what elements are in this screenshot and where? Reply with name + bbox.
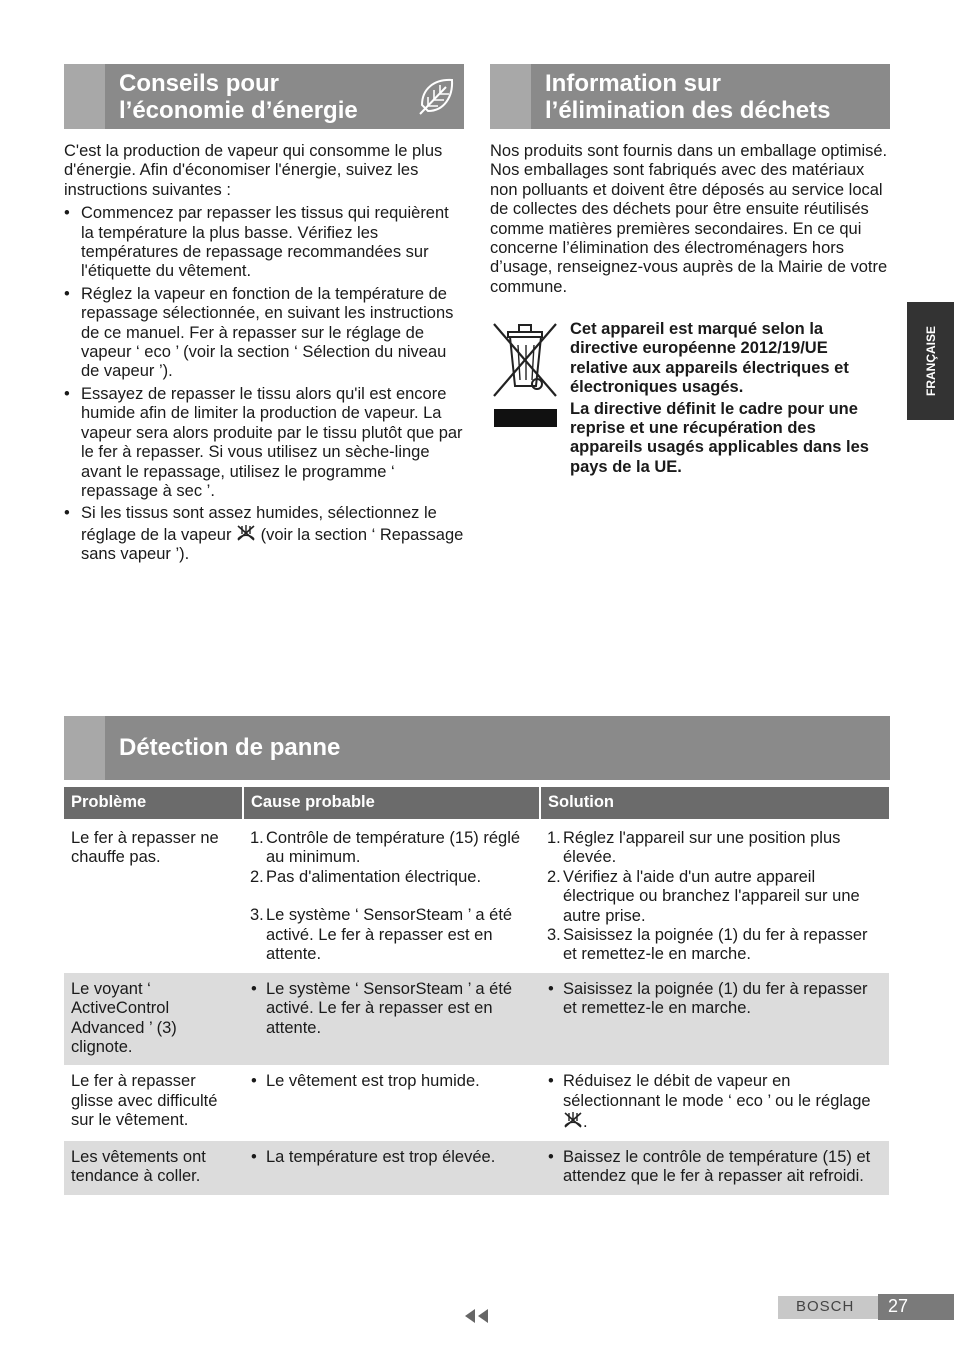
- energy-intro: C'est la production de vapeur qui consomme le plus d'énergie. Afin d'économiser l'énergie, suivez les instructions suivantes :: [64, 142, 443, 199]
- waste-section-title: [545, 70, 830, 124]
- item-number: 1.: [547, 829, 561, 847]
- list-item: [250, 829, 533, 868]
- cause-list: [250, 980, 533, 1038]
- item-number: 1.: [250, 829, 264, 847]
- list-item: • Le vêtement est trop humide.: [250, 1072, 533, 1091]
- trouble-section-title: Détection de panne: [119, 734, 341, 761]
- list-item: • Réglez la vapeur en fonction de la température de repassage sélectionnée, en suivant les instructions de ce manuel. Fer à repasser sur le réglage de vapeur ‘ eco ’ (voir la section ‘ Sélection du niveau de vapeur ’).: [64, 285, 464, 382]
- weee-text: [570, 320, 888, 477]
- page-number-text: 27: [888, 1296, 909, 1316]
- item-text: Réglez l'appareil sur une position plus élevée.: [563, 829, 841, 867]
- troubleshooting-table: [64, 787, 889, 1195]
- language-tab: [907, 302, 954, 420]
- table-row: [64, 1141, 889, 1195]
- cause-cell: [243, 973, 540, 1066]
- item-number: 3.: [250, 906, 264, 925]
- energy-title-line2: l’économie d’énergie: [119, 97, 358, 124]
- bullet4-pre: Si les tissus sont assez humides, sélectionnez le réglage de la vapeur: [81, 504, 437, 544]
- solution-text-pre: Réduisez le débit de vapeur en sélectionnant le mode ‘ eco ’ ou le réglage: [563, 1072, 871, 1110]
- header-accent: [64, 716, 105, 780]
- header-problem: Problème: [64, 787, 243, 819]
- waste-intro: Nos produits sont fournis dans un emballage optimisé. Nos emballages sont fabriqués avec des matériaux non polluants et doivent être déposés au service local de collectes des déchets pour être ensuite réutilisés comme matières premières secondaires. En ce qui concerne l’élimination des électroménagers hors d’usage, renseignez-vous auprès de la Mairie de votre commune.: [490, 142, 888, 296]
- energy-section-header: [64, 64, 464, 129]
- waste-title-line2: l’élimination des déchets: [545, 97, 831, 124]
- energy-text: [64, 142, 464, 568]
- solution-list: [547, 980, 882, 1019]
- energy-tips-list: [64, 204, 464, 564]
- list-item: • Commencez par repasser les tissus qui requièrent la température la plus basse. Vérifiez les températures de repassage recommandées sur l'étiquette du vêtement.: [64, 204, 464, 282]
- solution-text-post: .: [583, 1113, 588, 1132]
- crossed-bin-icon: [490, 318, 562, 430]
- item-number: 2.: [547, 867, 561, 886]
- list-item: • Essayez de repasser le tissu alors qu'il est encore humide afin de limiter la production de vapeur. La vapeur sera alors produite par le tissu plutôt que par le fer à repasser. Si vous utilisez un sèche-linge avant le repassage, utilisez le programme ‘ repassage à sec ’.: [64, 385, 464, 501]
- list-item: • La température est trop élevée.: [250, 1148, 533, 1167]
- no-steam-icon: [563, 1111, 583, 1129]
- list-item: [547, 1072, 882, 1132]
- waste-section-header: [490, 64, 890, 129]
- cause-cell: [243, 1065, 540, 1140]
- list-item: [250, 868, 533, 887]
- trouble-section-header: [64, 716, 890, 780]
- language-tab-label: FRANÇAISE: [923, 325, 938, 397]
- solution-list: [547, 1072, 882, 1132]
- page-number: [878, 1294, 954, 1320]
- item-text: Saisissez la poignée (1) du fer à repasser et remettez-le en marche.: [563, 926, 868, 964]
- table-row: [64, 1065, 889, 1140]
- weee-text-2: La directive définit le cadre pour une reprise et une récupération des appareils usagés applicables dans les pays de la UE.: [570, 399, 869, 476]
- item-text: Le système ‘ SensorSteam ’ a été activé. Le fer à repasser est en attente.: [266, 906, 513, 964]
- list-item: [547, 829, 882, 868]
- list-item: [547, 868, 882, 926]
- header-accent: [490, 64, 531, 129]
- list-item: [64, 504, 464, 564]
- solution-cell: [540, 973, 889, 1066]
- brand-label: BOSCH: [796, 1298, 855, 1315]
- list-item: • Le système ‘ SensorSteam ’ a été activé. Le fer à repasser est en attente.: [250, 980, 533, 1038]
- energy-section-title: [119, 70, 358, 124]
- item-number: 2.: [250, 867, 264, 886]
- waste-text: [490, 142, 888, 297]
- solution-cell: [540, 1065, 889, 1140]
- solution-list: [547, 829, 882, 965]
- header-cause: Cause probable: [243, 787, 540, 819]
- solution-cell: [540, 1141, 889, 1195]
- item-text: Contrôle de température (15) réglé au minimum.: [266, 829, 521, 867]
- item-text: Pas d'alimentation électrique.: [266, 867, 482, 886]
- table-row: [64, 819, 889, 973]
- cause-cell: [243, 1141, 540, 1195]
- solution-cell: [540, 819, 889, 973]
- problem-cell: Les vêtements ont tendance à coller.: [64, 1141, 243, 1195]
- problem-cell: Le fer à repasser ne chauffe pas.: [71, 829, 219, 867]
- cause-cell: [243, 819, 540, 973]
- cause-list: [250, 1148, 533, 1167]
- no-steam-icon: [236, 524, 256, 542]
- item-number: 3.: [547, 926, 561, 945]
- weee-text-1: Cet appareil est marqué selon la directive européenne 2012/19/UE relative aux appareils électriques et électroniques usagés.: [570, 320, 849, 397]
- list-item: [547, 926, 882, 965]
- cause-list: [250, 1072, 533, 1091]
- bullet4-post: (voir la section ‘ Repassage sans vapeur ’).: [81, 525, 464, 564]
- back-arrows-icon[interactable]: [463, 1308, 491, 1324]
- problem-cell: Le voyant ‘ ActiveControl Advanced ’ (3) clignote.: [64, 973, 243, 1066]
- item-text: Vérifiez à l'aide d'un autre appareil électrique ou branchez l'appareil sur une autre prise.: [563, 867, 860, 925]
- waste-title-line1: Information sur: [545, 70, 722, 97]
- energy-title-line1: Conseils pour: [119, 70, 280, 97]
- list-item: • Baissez le contrôle de température (15) et attendez que le fer à repasser ait refroidi.: [547, 1148, 882, 1187]
- header-accent: [64, 64, 105, 129]
- table-header-row: [64, 787, 889, 819]
- header-solution: Solution: [540, 787, 889, 819]
- leaf-icon: [416, 75, 458, 117]
- list-item: • Saisissez la poignée (1) du fer à repasser et remettez-le en marche.: [547, 980, 882, 1019]
- solution-list: [547, 1148, 882, 1187]
- problem-cell: Le fer à repasser glisse avec difficulté sur le vêtement.: [71, 1072, 218, 1130]
- cause-list: [250, 829, 533, 964]
- list-item: [250, 906, 533, 964]
- table-row: [64, 973, 889, 1066]
